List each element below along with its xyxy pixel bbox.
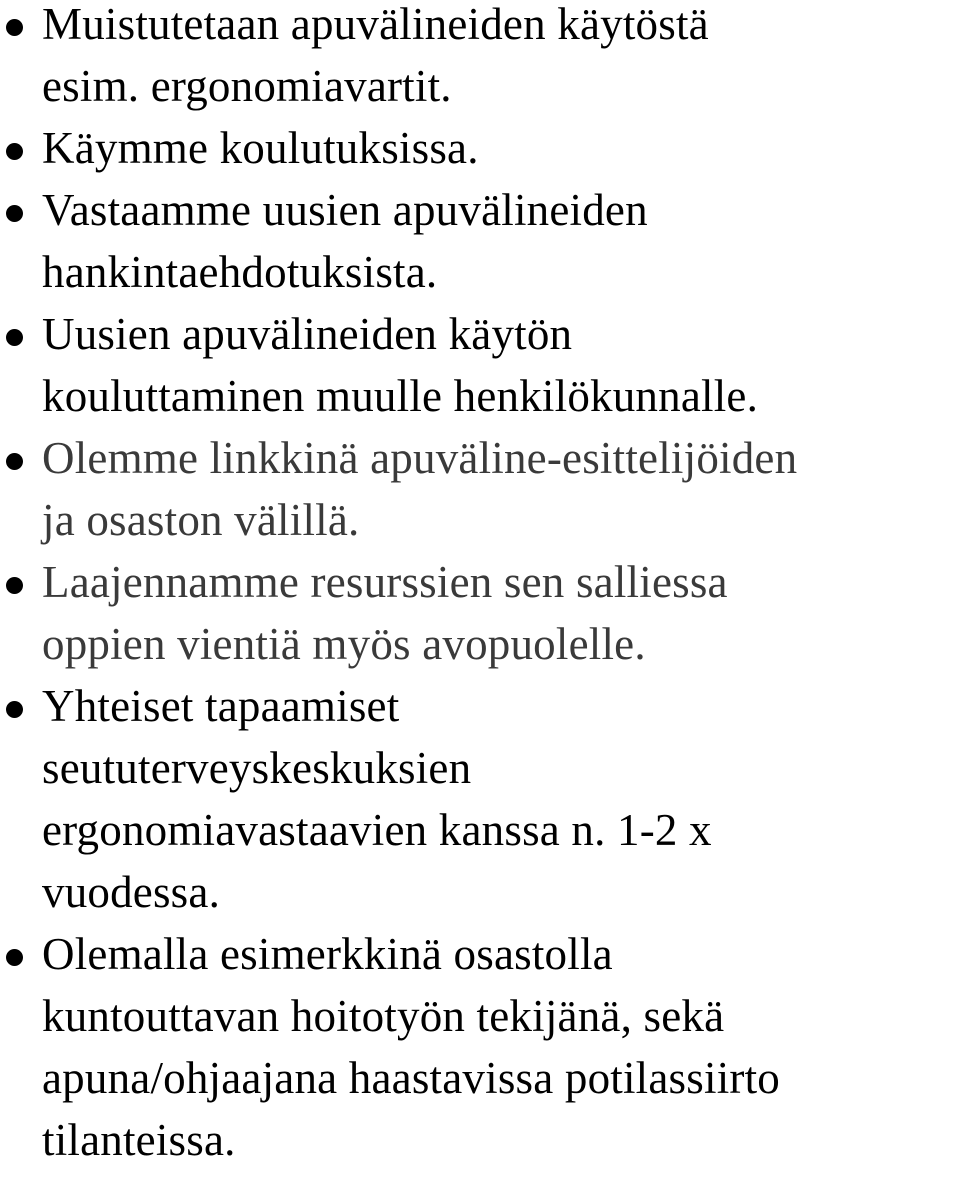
bullet-item-koulutukset bbox=[0, 124, 960, 186]
bullet-line: Laajennamme resurssien sen salliessa bbox=[42, 557, 728, 607]
bullet-item-hankintaehdotukset bbox=[0, 186, 960, 310]
bullet-dot-icon bbox=[6, 143, 23, 160]
bullet-item-apuvalineiden-kaytto bbox=[0, 0, 960, 124]
bullet-line: oppien vientiä myös avopuolelle. bbox=[42, 619, 646, 669]
bullet-item-esimerkkina bbox=[0, 930, 960, 1178]
bullet-line: Olemalla esimerkkinä osastolla bbox=[42, 929, 613, 979]
bullet-item-laajennamme bbox=[0, 558, 960, 682]
bullet-item-linkkina bbox=[0, 434, 960, 558]
bullet-line: Muistutetaan apuvälineiden käytöstä bbox=[42, 0, 709, 49]
bullet-line: tilanteissa. bbox=[42, 1115, 236, 1165]
bullet-dot-icon bbox=[6, 19, 23, 36]
bullet-line: hankintaehdotuksista. bbox=[42, 247, 438, 297]
bullet-dot-icon bbox=[6, 205, 23, 222]
bullet-line: kuntouttavan hoitotyön tekijänä, sekä bbox=[42, 991, 725, 1041]
bullet-line: ergonomiavastaavien kanssa n. 1-2 x bbox=[42, 805, 712, 855]
bullet-line: apuna/ohjaajana haastavissa potilassiirto bbox=[42, 1053, 780, 1103]
bullet-line: kouluttaminen muulle henkilökunnalle. bbox=[42, 371, 759, 421]
bullet-line: ja osaston välillä. bbox=[42, 495, 360, 545]
bullet-line: seututerveyskeskuksien bbox=[42, 743, 472, 793]
bullet-dot-icon bbox=[6, 701, 23, 718]
bullet-item-yhteiset-tapaamiset bbox=[0, 682, 960, 930]
bullet-dot-icon bbox=[6, 949, 23, 966]
bullet-line: Vastaamme uusien apuvälineiden bbox=[42, 185, 648, 235]
bullet-line: Olemme linkkinä apuväline-esittelijöiden bbox=[42, 433, 798, 483]
bullet-line: Yhteiset tapaamiset bbox=[42, 681, 400, 731]
bullet-line: Uusien apuvälineiden käytön bbox=[42, 309, 573, 359]
bullet-line: esim. ergonomiavartit. bbox=[42, 61, 452, 111]
bullet-dot-icon bbox=[6, 577, 23, 594]
bullet-line: Käymme koulutuksissa. bbox=[42, 123, 479, 173]
bullet-dot-icon bbox=[6, 453, 23, 470]
bullet-dot-icon bbox=[6, 329, 23, 346]
bullet-item-kouluttaminen bbox=[0, 310, 960, 434]
bullet-line: vuodessa. bbox=[42, 867, 221, 917]
